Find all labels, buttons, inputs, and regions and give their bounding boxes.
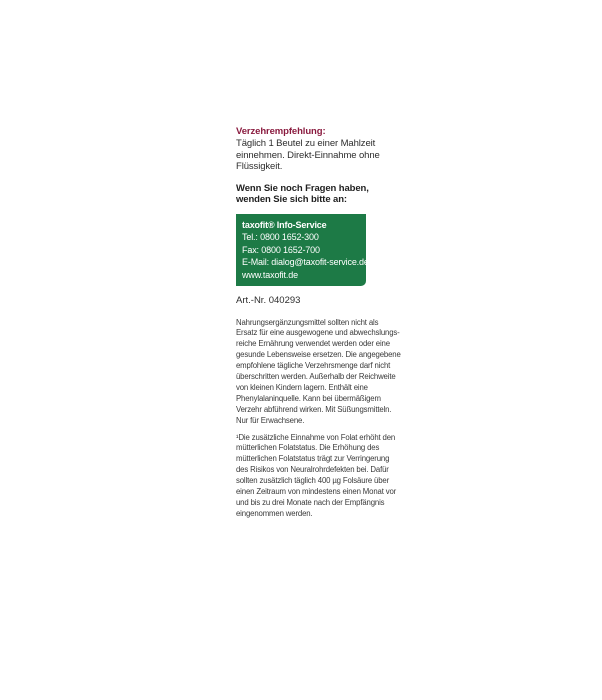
dosage-line: einnehmen. Direkt-Einnahme ohne [236, 149, 380, 161]
folate-footnote [236, 433, 406, 520]
notice-line: reiche Ernährung verwendet werden oder eine [236, 339, 390, 349]
info-service-title: taxofit® Info-Service [242, 219, 327, 230]
notice-line: gesunde Lebensweise ersetzen. Die angegebene [236, 350, 401, 360]
dosage-line: Täglich 1 Beutel zu einer Mahlzeit [236, 138, 376, 149]
dosage-text [236, 138, 406, 173]
footnote-line: mütterlichen Folatstatus. Die Erhöhung des [236, 443, 380, 453]
notice-line: Ersatz für eine ausgewogene und abwechslungs- [236, 328, 400, 338]
notice-line: Nur für Erwachsene. [236, 415, 305, 425]
info-service-fax: Fax: 0800 1652-700 [242, 244, 320, 255]
questions-line: Wenn Sie noch Fragen haben, [236, 182, 369, 194]
dosage-heading: Verzehrempfehlung: [236, 126, 326, 137]
notice-line: empfohlene tägliche Verzehrsmenge darf nicht [236, 361, 391, 371]
footnote-line: ¹Die zusätzliche Einnahme von Folat erhöht den [236, 432, 396, 442]
notice-line: überschritten werden. Außerhalb der Reichweite [236, 372, 396, 382]
notice-line: Phenylalaninquelle. Kann bei übermäßigem [236, 393, 381, 403]
supplement-notice [236, 318, 406, 427]
footnote-line: des Risikos von Neuralrohrdefekten bei. Dafür [236, 465, 389, 475]
product-label-panel [236, 126, 406, 520]
notice-line: Nahrungsergänzungsmittel sollten nicht als [236, 317, 379, 327]
footnote-line: eingenommen werden. [236, 508, 313, 518]
footnote-line: und bis zu drei Monate nach der Empfängnis [236, 498, 385, 507]
footnote-line: sollten zusätzlich täglich 400 µg Folsäure über [236, 476, 390, 486]
dosage-line: Flüssigkeit. [236, 161, 283, 172]
spacer [236, 173, 406, 183]
footnote-line: mütterlichen Folatstatus trägt zur Verringerung [236, 454, 390, 464]
article-number: Art.-Nr. 040293 [236, 294, 301, 306]
info-service-website[interactable]: www.taxofit.de [242, 269, 298, 280]
notice-line: Verzehr abführend wirken. Mit Süßungsmitteln. [236, 404, 392, 414]
footnote-line: einen Zeitraum von mindestens einen Monat vor [236, 487, 397, 497]
questions-heading [236, 183, 406, 206]
info-service-email[interactable]: E-Mail: dialog@taxofit-service.de [242, 257, 369, 268]
info-service-phone[interactable]: Tel.: 0800 1652-300 [242, 232, 319, 243]
questions-line: wenden Sie sich bitte an: [236, 194, 347, 205]
info-service-box [236, 214, 369, 286]
notice-line: von kleinen Kindern lagern. Enthält eine [236, 382, 368, 392]
